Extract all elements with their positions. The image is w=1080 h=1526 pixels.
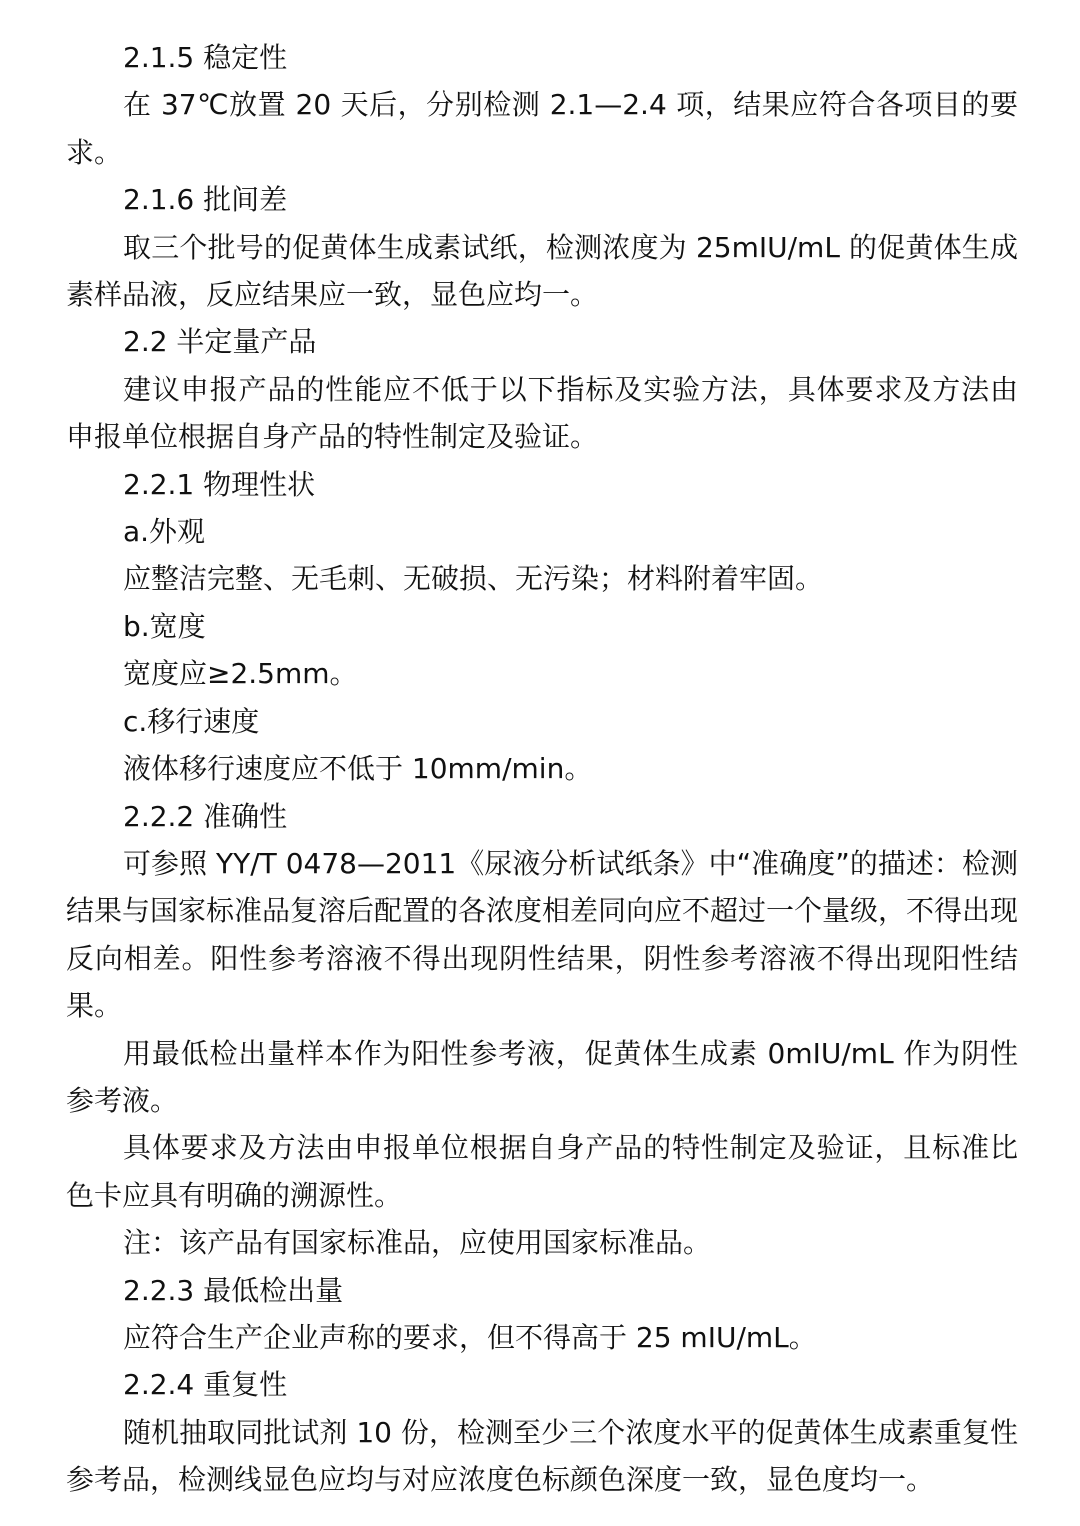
paragraph-width: 宽度应≥2.5mm。: [123, 657, 358, 691]
paragraph-color-card: 具体要求及方法由申报单位根据自身产品的特性制定及验证，且标准比色卡应具有明确的溯源性。: [66, 1131, 1018, 1212]
paragraph-stability: 在 37℃放置 20 天后，分别检测 2.1—2.4 项，结果应符合各项目的要求。: [66, 88, 1018, 169]
subheading-width: b.宽度: [123, 609, 206, 643]
paragraph-note: 注：该产品有国家标准品，应使用国家标准品。: [123, 1226, 712, 1260]
section-heading-2-1-6: 2.1.6 批间差: [123, 183, 288, 217]
subheading-migration-speed: c.移行速度: [123, 704, 260, 738]
section-heading-2-2-2: 2.2.2 准确性: [123, 799, 288, 833]
paragraph-batch-difference: 取三个批号的促黄体生成素试纸，检测浓度为 25mIU/mL 的促黄体生成素样品液，反应结果应一致，显色应均一。: [66, 230, 1018, 312]
section-heading-2-2-4: 2.2.4 重复性: [123, 1368, 288, 1402]
paragraph-appearance: 应整洁完整、无毛刺、无破损、无污染；材料附着牢固。: [123, 562, 824, 596]
paragraph-repeatability: 随机抽取同批试剂 10 份，检测至少三个浓度水平的促黄体生成素重复性参考品，检测线显色应均与对应浓度色标颜色深度一致，显色度均一。: [66, 1415, 1018, 1497]
section-heading-2-2: 2.2 半定量产品: [123, 325, 317, 359]
paragraph-accuracy: 可参照 YY/T 0478—2011《尿液分析试纸条》中“准确度”的描述：检测结果与国家标准品复溶后配置的各浓度相差同向应不超过一个量级，不得出现反向相差。阳性参考溶液不得出现阴性结果，阴性参考溶液不得出现阳性结果。: [66, 846, 1019, 1023]
subheading-appearance: a.外观: [123, 515, 206, 549]
paragraph-reference-solutions: 用最低检出量样本作为阳性参考液，促黄体生成素 0mIU/mL 作为阴性参考液。: [66, 1036, 1018, 1117]
paragraph-migration-speed: 液体移行速度应不低于 10mm/min。: [123, 752, 593, 786]
paragraph-semi-quantitative: 建议申报产品的性能应不低于以下指标及实验方法，具体要求及方法由申报单位根据自身产品的特性制定及验证。: [66, 372, 1018, 454]
section-heading-2-2-1: 2.2.1 物理性状: [123, 467, 316, 501]
section-heading-2-2-3: 2.2.3 最低检出量: [123, 1273, 344, 1307]
paragraph-detection-limit: 应符合生产企业声称的要求，但不得高于 25 mIU/mL。: [123, 1320, 817, 1354]
section-heading-2-1-5: 2.1.5 稳定性: [123, 41, 288, 74]
